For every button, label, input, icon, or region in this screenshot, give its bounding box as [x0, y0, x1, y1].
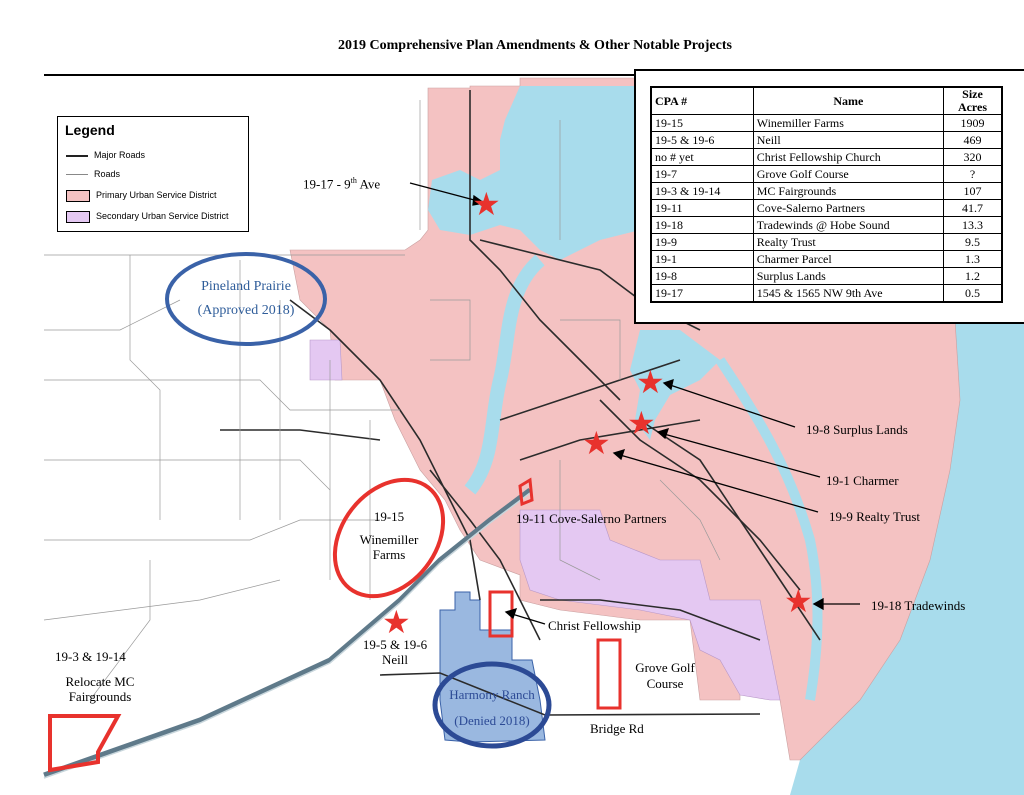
cell-name: Realty Trust: [753, 234, 943, 251]
header-cpa: CPA #: [651, 87, 753, 115]
cell-cpa: 19-9: [651, 234, 753, 251]
cell-name: Christ Fellowship Church: [753, 149, 943, 166]
label-christ-fellowship: Christ Fellowship: [548, 618, 641, 633]
secondary-usd-west: [310, 340, 342, 380]
table-row: [651, 251, 1002, 268]
label-9th-ave-prefix: 19-17 - 9: [303, 176, 351, 192]
label-fairgrounds-num: 19-3 & 19-14: [55, 649, 126, 664]
cell-name: MC Fairgrounds: [753, 183, 943, 200]
label-neill-num: 19-5 & 19-6: [362, 637, 428, 652]
cell-cpa: 19-5 & 19-6: [651, 132, 753, 149]
legend-label: Major Roads: [94, 150, 146, 160]
legend-title: Legend: [65, 122, 115, 138]
cell-name: Grove Golf Course: [753, 166, 943, 183]
star-marker-realty-trust: ★: [582, 424, 611, 462]
cell-name: Winemiller Farms: [753, 115, 943, 132]
cell-size: 41.7: [943, 200, 1002, 217]
label-neill-name: Neill: [382, 652, 408, 667]
cell-size: 9.5: [943, 234, 1002, 251]
cell-cpa: 19-15: [651, 115, 753, 132]
legend: [57, 116, 249, 232]
cell-cpa: 19-1: [651, 251, 753, 268]
cell-name: Cove-Salerno Partners: [753, 200, 943, 217]
cell-name: Neill: [753, 132, 943, 149]
star-marker-charmer: ★: [627, 404, 656, 442]
title-rule: [44, 74, 639, 76]
label-pineland-status: (Approved 2018): [197, 303, 295, 318]
table-row: [651, 200, 1002, 217]
cell-name: Charmer Parcel: [753, 251, 943, 268]
label-9th-ave-suffix: Ave: [356, 176, 381, 192]
table-row: [651, 268, 1002, 285]
header-size-line1: Size: [962, 87, 983, 101]
cpa-table: [650, 86, 1003, 303]
header-size: [943, 87, 1002, 115]
legend-label: Primary Urban Service District: [96, 190, 217, 200]
label-fairgrounds-line2: Fairgrounds: [68, 689, 132, 704]
label-grove-line2: Course: [646, 676, 684, 691]
star-marker-surplus-lands: ★: [636, 363, 665, 401]
cpa-table-box: [634, 69, 1024, 324]
table-row: [651, 132, 1002, 149]
table-row: [651, 234, 1002, 251]
cell-size: ?: [943, 166, 1002, 183]
label-9th-ave: [303, 176, 380, 192]
cell-size: 1.3: [943, 251, 1002, 268]
cell-name: Tradewinds @ Hobe Sound: [753, 217, 943, 234]
legend-label: Roads: [94, 169, 121, 179]
cell-name: Surplus Lands: [753, 268, 943, 285]
table-row: [651, 285, 1002, 303]
cell-name: 1545 & 1565 NW 9th Ave: [753, 285, 943, 303]
cell-cpa: 19-18: [651, 217, 753, 234]
label-surplus-lands: 19-8 Surplus Lands: [806, 422, 908, 437]
legend-label: Secondary Urban Service District: [96, 211, 229, 221]
label-winemiller-num: 19-15: [373, 509, 405, 524]
star-marker-tradewinds: ★: [784, 582, 813, 620]
header-name: Name: [753, 87, 943, 115]
cell-cpa: 19-7: [651, 166, 753, 183]
label-winemiller-name-2: Farms: [372, 547, 406, 562]
cell-size: 320: [943, 149, 1002, 166]
cell-size: 0.5: [943, 285, 1002, 303]
star-marker-9th-ave: ★: [472, 185, 501, 223]
cell-cpa: no # yet: [651, 149, 753, 166]
cell-cpa: 19-17: [651, 285, 753, 303]
table-row: [651, 183, 1002, 200]
page-title: 2019 Comprehensive Plan Amendments & Other Notable Projects: [338, 38, 732, 53]
star-marker-neill: ★: [382, 603, 411, 641]
table-header-row: [651, 87, 1002, 115]
label-realty-trust: 19-9 Realty Trust: [829, 509, 921, 524]
legend-item-major-roads: [66, 149, 145, 161]
cpa-table-body: [651, 115, 1002, 303]
label-grove-line1: Grove Golf: [635, 660, 695, 675]
label-fairgrounds-line1: Relocate MC: [65, 674, 135, 689]
header-size-line2: Acres: [957, 100, 988, 114]
grove-golf-parcel: [598, 640, 620, 708]
label-9th-ave-sup: th: [350, 176, 357, 185]
legend-item-roads: [66, 168, 120, 180]
cell-size: 13.3: [943, 217, 1002, 234]
label-charmer: 19-1 Charmer: [826, 473, 899, 488]
road-symbol: [66, 174, 88, 175]
label-harmony-name: Harmony Ranch: [449, 687, 535, 702]
label-pineland-name: Pineland Prairie: [201, 279, 291, 294]
major-road-symbol: [66, 155, 88, 157]
primary-usd-swatch: [66, 190, 90, 202]
label-cove-salerno: 19-11 Cove-Salerno Partners: [516, 511, 667, 526]
table-row: [651, 149, 1002, 166]
cell-size: 469: [943, 132, 1002, 149]
table-row: [651, 217, 1002, 234]
label-tradewinds: 19-18 Tradewinds: [871, 598, 966, 613]
cell-cpa: 19-3 & 19-14: [651, 183, 753, 200]
secondary-usd-swatch: [66, 211, 90, 223]
cell-cpa: 19-8: [651, 268, 753, 285]
table-row: [651, 166, 1002, 183]
cell-size: 107: [943, 183, 1002, 200]
cell-size: 1.2: [943, 268, 1002, 285]
legend-item-secondary-usd: [66, 210, 229, 222]
label-harmony-status: (Denied 2018): [454, 713, 530, 728]
table-row: [651, 115, 1002, 132]
cell-cpa: 19-11: [651, 200, 753, 217]
legend-item-primary-usd: [66, 189, 217, 201]
label-bridge-rd: Bridge Rd: [590, 721, 644, 736]
cell-size: 1909: [943, 115, 1002, 132]
label-winemiller-name-1: Winemiller: [359, 532, 419, 547]
